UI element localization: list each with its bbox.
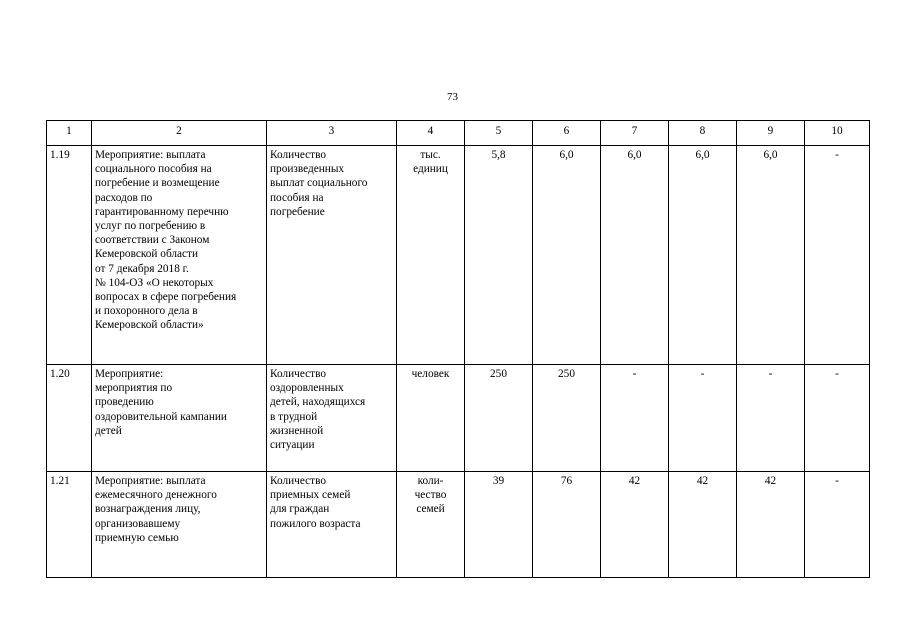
- value-cell: 250: [533, 365, 601, 472]
- indicator-cell: Количество произведенных выплат социального пособия на погребение: [267, 146, 397, 365]
- value-cell: 250: [465, 365, 533, 472]
- value-cell: 76: [533, 472, 601, 578]
- value-cell: 42: [737, 472, 805, 578]
- value-cell: 6,0: [533, 146, 601, 365]
- value-cell: 42: [601, 472, 669, 578]
- indicator-cell: Количество оздоровленных детей, находящихся в трудной жизненной ситуации: [267, 365, 397, 472]
- column-header: 2: [92, 121, 267, 146]
- unit-cell: коли- чество семей: [397, 472, 465, 578]
- value-cell: 6,0: [669, 146, 737, 365]
- event-cell: Мероприятие: выплата социального пособия на погребение и возмещение расходов по гарантированному перечню услуг по погребению в соответствии с Законом Кемеровской области от 7 декабря 2018 г. № 104-ОЗ «О некоторых вопросах в сфере погребения и похоронного дела в Кемеровской области»: [92, 146, 267, 365]
- page-number: 73: [447, 91, 458, 103]
- value-cell: 5,8: [465, 146, 533, 365]
- indicator-cell: Количество приемных семей для граждан пожилого возраста: [267, 472, 397, 578]
- value-cell: -: [601, 365, 669, 472]
- column-header: 1: [47, 121, 92, 146]
- row-number: 1.20: [47, 365, 92, 472]
- value-cell: 6,0: [737, 146, 805, 365]
- column-header: 3: [267, 121, 397, 146]
- event-cell: Мероприятие: выплата ежемесячного денежного вознаграждения лицу, организовавшему приемную семью: [92, 472, 267, 578]
- column-header: 6: [533, 121, 601, 146]
- row-number: 1.19: [47, 146, 92, 365]
- column-header: 9: [737, 121, 805, 146]
- column-header: 5: [465, 121, 533, 146]
- value-cell: -: [669, 365, 737, 472]
- value-cell: -: [737, 365, 805, 472]
- value-cell: 39: [465, 472, 533, 578]
- table-row: [47, 472, 870, 578]
- value-cell: -: [805, 146, 870, 365]
- column-header: 8: [669, 121, 737, 146]
- unit-cell: тыс. единиц: [397, 146, 465, 365]
- column-header: 10: [805, 121, 870, 146]
- column-header: 7: [601, 121, 669, 146]
- value-cell: 6,0: [601, 146, 669, 365]
- row-number: 1.21: [47, 472, 92, 578]
- table-row: [47, 365, 870, 472]
- table-header-row: [47, 121, 870, 146]
- unit-cell: человек: [397, 365, 465, 472]
- value-cell: -: [805, 365, 870, 472]
- value-cell: -: [805, 472, 870, 578]
- table-row: [47, 146, 870, 365]
- indicators-table: [46, 120, 870, 578]
- column-header: 4: [397, 121, 465, 146]
- value-cell: 42: [669, 472, 737, 578]
- event-cell: Мероприятие: мероприятия по проведению оздоровительной кампании детей: [92, 365, 267, 472]
